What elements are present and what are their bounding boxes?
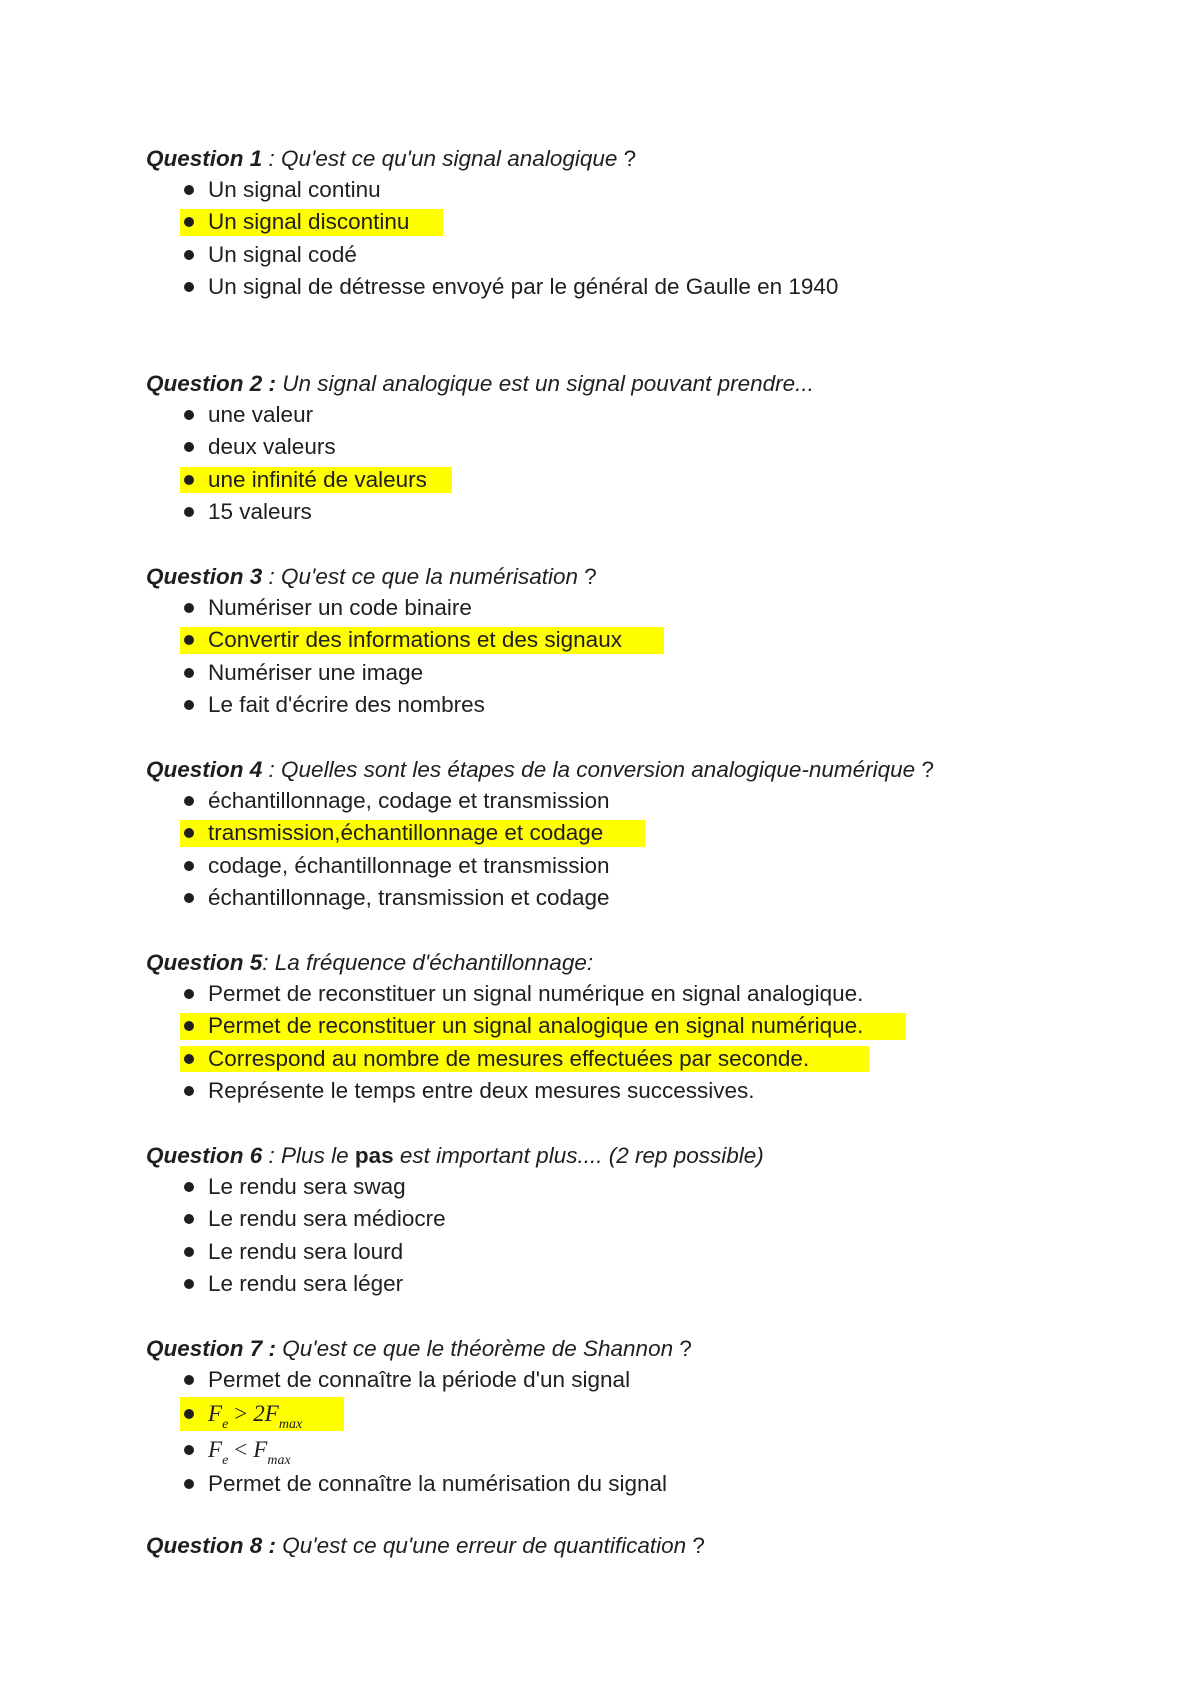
formula-lhs-sub: e: [222, 1417, 229, 1433]
option: [146, 399, 1146, 431]
options-list: [146, 1171, 1146, 1300]
question-label: Question 8 :: [146, 1533, 277, 1558]
question-label: Question 3: [146, 564, 263, 589]
options-list: [146, 1364, 1146, 1501]
option: [146, 1468, 1146, 1500]
option-text: Un signal continu: [208, 177, 381, 202]
option-text: Permet de connaître la période d'un signal: [208, 1367, 631, 1392]
option-highlighted-formula: [146, 1396, 1146, 1432]
question-1: [146, 144, 1146, 303]
option: [146, 496, 1146, 528]
option-highlighted: [146, 464, 1146, 496]
question-title: [146, 755, 1146, 785]
bullet-icon: [184, 603, 194, 613]
formula-rhs: F: [253, 1437, 268, 1463]
question-label: Question 2 :: [146, 371, 277, 396]
option-text: Numériser une image: [208, 659, 424, 685]
option-formula: [146, 1432, 1146, 1468]
options-list: [146, 592, 1146, 721]
bullet-icon: [184, 1375, 194, 1385]
question-label: Question 1: [146, 146, 263, 171]
formula-rhs-sub: max: [267, 1453, 291, 1469]
bullet-icon: [184, 442, 194, 452]
option-highlighted: [146, 1010, 1146, 1042]
options-list: [146, 785, 1146, 914]
formula-rhs-sub: max: [278, 1417, 303, 1433]
option: [146, 785, 1146, 817]
question-title: [146, 1531, 1146, 1561]
question-end: ?: [578, 564, 597, 589]
bullet-icon: [184, 989, 194, 999]
option: [146, 1171, 1146, 1203]
question-title: [146, 562, 1146, 592]
question-end: ?: [673, 1336, 692, 1361]
question-3: [146, 562, 1146, 721]
question-2: [146, 369, 1146, 528]
option-highlighted: [146, 624, 1146, 656]
bullet-icon: [184, 475, 194, 485]
option-text: une infinité de valeurs: [208, 466, 427, 492]
option-text: une valeur: [208, 402, 314, 427]
formula: [208, 1432, 291, 1472]
bullet-icon: [184, 1445, 194, 1455]
question-end: ?: [617, 146, 637, 171]
question-end: ?: [686, 1533, 705, 1558]
option: [146, 239, 1146, 271]
option: [146, 174, 1146, 206]
bullet-icon: [184, 1214, 194, 1224]
question-prompt: Quelles sont les étapes de la conversion analogique-numérique: [281, 757, 916, 782]
question-4: [146, 755, 1146, 914]
formula-lhs: F: [208, 1437, 223, 1463]
option-text: Le rendu sera médiocre: [208, 1206, 446, 1232]
question-prompt-after: est important plus.... (2 rep possible): [393, 1143, 764, 1168]
option-text: Permet de connaître la numérisation du signal: [208, 1471, 668, 1497]
bullet-icon: [184, 1247, 194, 1257]
option-text: Permet de reconstituer un signal numérique en signal analogique.: [208, 981, 864, 1006]
question-prompt: Qu'est ce que le théorème de Shannon: [282, 1336, 674, 1361]
question-prompt-before: Plus le: [281, 1143, 355, 1168]
option-text: Le fait d'écrire des nombres: [208, 691, 485, 717]
bullet-icon: [184, 1054, 194, 1064]
option: [146, 1075, 1146, 1107]
option-text: Représente le temps entre deux mesures successives.: [208, 1077, 755, 1103]
question-prompt: Un signal analogique est un signal pouvant prendre...: [282, 371, 814, 396]
question-label: Question 4: [146, 757, 263, 782]
bullet-icon: [184, 1479, 194, 1489]
question-label: Question 7 :: [146, 1336, 277, 1361]
option-highlighted: [146, 817, 1146, 849]
question-title: [146, 1334, 1146, 1364]
question-prompt: Qu'est ce qu'un signal analogique: [281, 146, 618, 171]
bullet-icon: [184, 250, 194, 260]
option-text: Numériser un code binaire: [208, 595, 472, 620]
option: [146, 1203, 1146, 1235]
question-6: [146, 1141, 1146, 1300]
option-text: Un signal codé: [208, 241, 357, 267]
option: [146, 1268, 1146, 1300]
bullet-icon: [184, 410, 194, 420]
question-end: ?: [915, 757, 934, 782]
option-text: Un signal discontinu: [208, 209, 410, 235]
question-label: Question 6: [146, 1143, 263, 1168]
question-prompt-bold: pas: [354, 1143, 394, 1168]
formula-operator: <: [234, 1437, 248, 1463]
formula: [208, 1396, 302, 1436]
question-title: [146, 144, 1146, 174]
question-prompt: Qu'est ce que la numérisation: [281, 564, 579, 589]
bullet-icon: [184, 185, 194, 195]
question-5: [146, 948, 1146, 1107]
option-text: deux valeurs: [208, 434, 336, 460]
question-separator: :: [262, 757, 282, 782]
option-text: codage, échantillonnage et transmission: [208, 852, 610, 878]
option-text: Correspond au nombre de mesures effectuées par seconde.: [208, 1045, 810, 1071]
option-highlighted: [146, 206, 1146, 238]
options-list: [146, 174, 1146, 303]
option-text: transmission,échantillonnage et codage: [208, 820, 604, 846]
option-text: Permet de reconstituer un signal analogique en signal numérique.: [208, 1013, 864, 1039]
bullet-icon: [184, 1086, 194, 1096]
option-text: Le rendu sera swag: [208, 1174, 406, 1199]
question-8: [146, 1531, 1146, 1561]
option: [146, 271, 1146, 303]
bullet-icon: [184, 668, 194, 678]
option: [146, 850, 1146, 882]
option-text: Un signal de détresse envoyé par le général de Gaulle en 1940: [208, 273, 839, 299]
question-prompt: La fréquence d'échantillonnage:: [274, 950, 594, 975]
bullet-icon: [184, 1279, 194, 1289]
bullet-icon: [184, 1182, 194, 1192]
bullet-icon: [184, 700, 194, 710]
question-separator: :: [262, 146, 282, 171]
formula-lhs-sub: e: [222, 1453, 229, 1469]
bullet-icon: [184, 282, 194, 292]
bullet-icon: [184, 893, 194, 903]
bullet-icon: [184, 861, 194, 871]
option-text: Le rendu sera lourd: [208, 1238, 404, 1264]
option-text: échantillonnage, codage et transmission: [208, 788, 610, 813]
option-text: 15 valeurs: [208, 498, 312, 524]
option: [146, 689, 1146, 721]
formula-rhs: 2F: [253, 1401, 279, 1427]
option: [146, 657, 1146, 689]
question-title: [146, 369, 1146, 399]
formula-operator: >: [234, 1401, 248, 1427]
option-text: Convertir des informations et des signaux: [208, 627, 622, 653]
question-separator: :: [262, 564, 282, 589]
option: [146, 1364, 1146, 1396]
option: [146, 978, 1146, 1010]
question-label: Question 5: [146, 950, 263, 975]
bullet-icon: [184, 507, 194, 517]
question-title: [146, 948, 1146, 978]
formula-lhs: F: [208, 1401, 223, 1427]
options-list: [146, 978, 1146, 1107]
option-highlighted: [146, 1043, 1146, 1075]
option: [146, 431, 1146, 463]
option: [146, 1236, 1146, 1268]
question-separator: :: [262, 950, 275, 975]
option-text: échantillonnage, transmission et codage: [208, 884, 610, 910]
question-title: [146, 1141, 1146, 1171]
question-separator: :: [262, 1143, 282, 1168]
option: [146, 592, 1146, 624]
question-7: [146, 1334, 1146, 1501]
bullet-icon: [184, 796, 194, 806]
option: [146, 882, 1146, 914]
options-list: [146, 399, 1146, 528]
question-prompt: Qu'est ce qu'une erreur de quantification: [282, 1533, 687, 1558]
option-text: Le rendu sera léger: [208, 1270, 404, 1296]
